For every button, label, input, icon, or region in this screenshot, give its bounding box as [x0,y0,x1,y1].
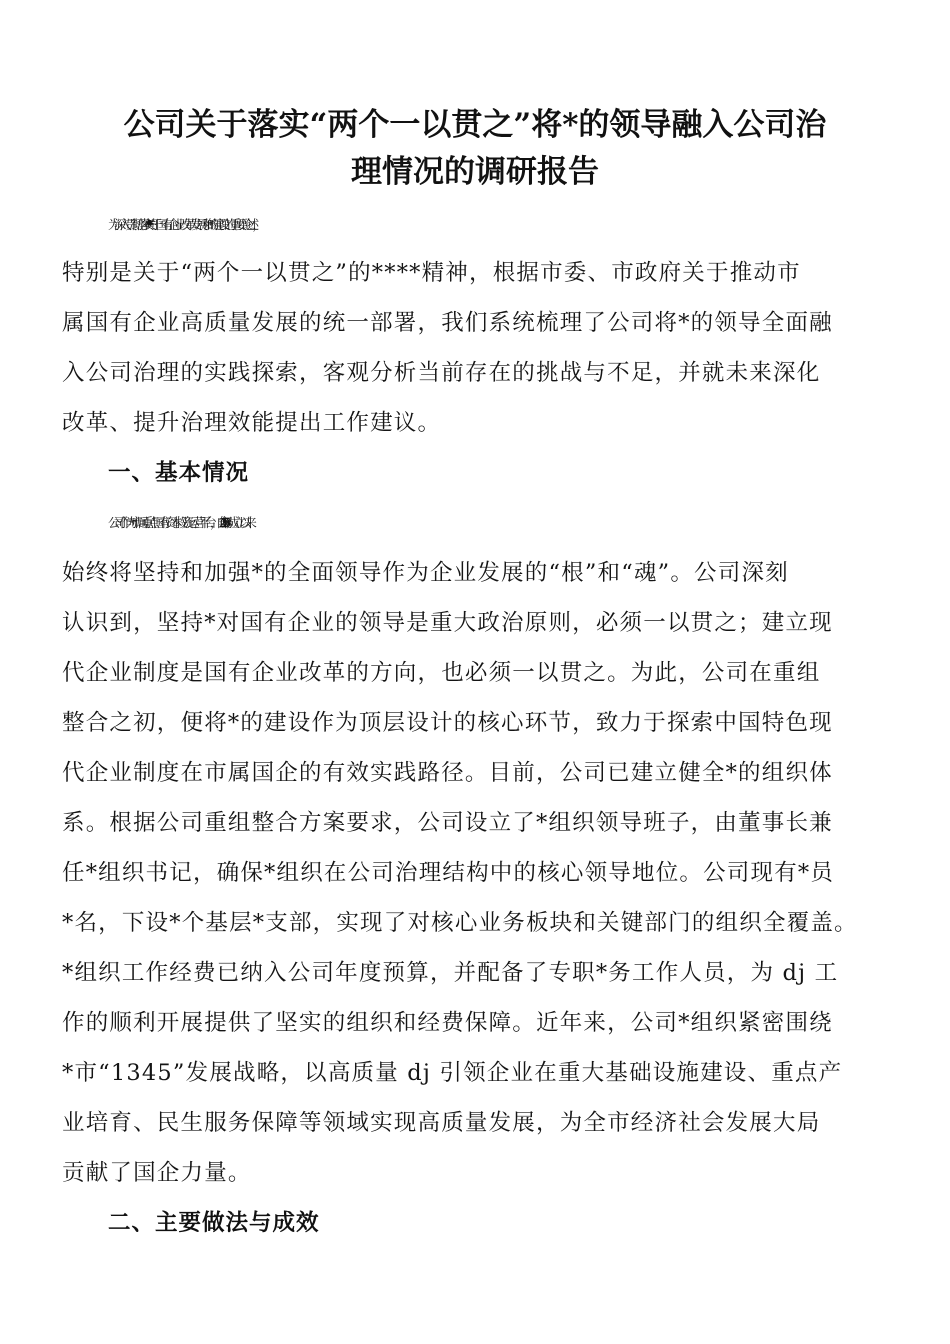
document-title-line-2: 理情况的调研报告 [351,154,599,190]
intro-line: 为深入贯彻落实******关于国有企业改革发展和*的建设的重要论述， [108,217,259,232]
body-line: 任*组织书记，确保*组织在公司治理结构中的核心领导地位。公司现有*员 [62,860,835,886]
body-line: 贡献了国企力量。 [62,1160,252,1186]
body-line: 业培育、民生服务保障等领域实现高质量发展，为全市经济社会发展大局 [62,1110,821,1136]
section-heading-basic-info: 一、基本情况 [108,460,250,486]
intro-line: 入公司治理的实践探索，客观分析当前存在的挑战与不足，并就未来深化 [62,360,821,386]
body-line: 公司作为*市属重点国有资本投资运营平台，自 2019 年 5 月成立以来 [108,515,251,530]
body-line: 代企业制度在市属国企的有效实践路径。目前，公司已建立健全*的组织体 [62,760,833,786]
body-line: 认识到，坚持*对国有企业的领导是重大政治原则，必须一以贯之；建立现 [62,610,833,636]
body-line: 系。根据公司重组整合方案要求，公司设立了*组织领导班子，由董事长兼 [62,810,833,836]
body-line: *组织工作经费已纳入公司年度预算，并配备了专职*务工作人员，为 dj 工 [62,960,839,986]
body-line: *名，下设*个基层*支部，实现了对核心业务板块和关键部门的组织全覆盖。 [62,910,858,936]
document-title-line-1: 公司关于落实“两个一以贯之”将*的领导融入公司治 [123,107,827,143]
section-heading-practices: 二、主要做法与成效 [108,1210,320,1236]
intro-line: 特别是关于“两个一以贯之”的****精神，根据市委、市政府关于推动市 [62,260,801,286]
body-line: 作的顺利开展提供了坚实的组织和经费保障。近年来，公司*组织紧密围绕 [62,1010,833,1036]
body-line: 整合之初，便将*的建设作为顶层设计的核心环节，致力于探索中国特色现 [62,710,833,736]
body-line: 代企业制度是国有企业改革的方向，也必须一以贯之。为此，公司在重组 [62,660,821,686]
body-line: 始终将坚持和加强*的全面领导作为企业发展的“根”和“魂”。公司深刻 [62,560,789,586]
body-line: *市“1345”发展战略，以高质量 dj 引领企业在重大基础设施建设、重点产 [62,1060,843,1086]
intro-line: 改革、提升治理效能提出工作建议。 [62,410,442,436]
intro-line: 属国有企业高质量发展的统一部署，我们系统梳理了公司将*的领导全面融 [62,310,833,336]
